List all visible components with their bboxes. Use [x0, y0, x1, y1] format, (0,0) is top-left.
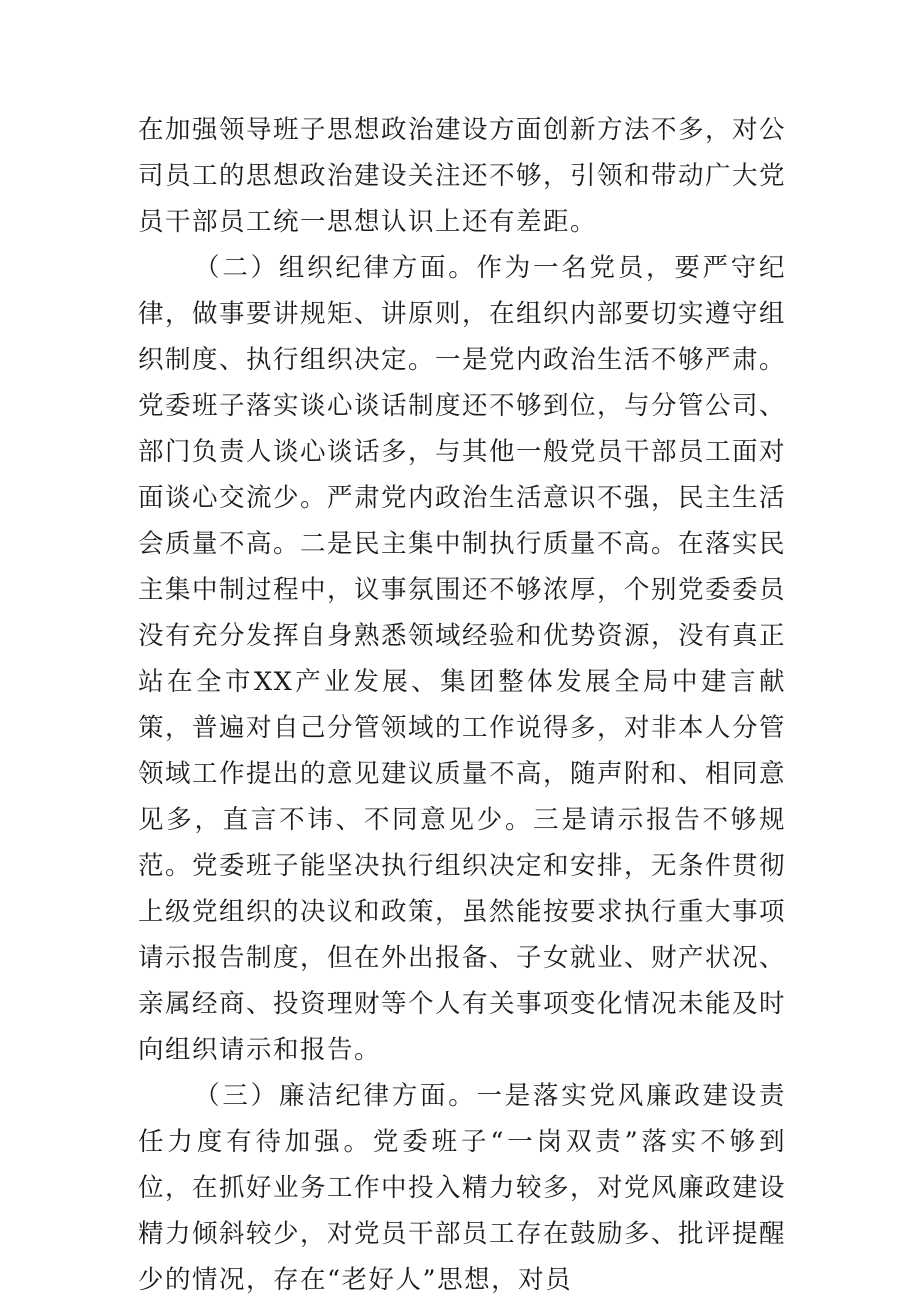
document-body	[138, 107, 786, 1303]
paragraph-integrity-discipline: （三）廉洁纪律方面。一是落实党风廉政建设责任力度有待加强。党委班子“一岗双责”落实不够到位，在抓好业务工作中投入精力较多，对党风廉政建设精力倾斜较少，对党员干部员工存在鼓励多、批评提醒少的情况，存在“老好人”思想，对员	[138, 1081, 787, 1295]
paragraph-continuation: 在加强领导班子思想政治建设方面创新方法不多，对公司员工的思想政治建设关注还不够，引领和带动广大党员干部员工统一思想认识上还有差距。	[138, 115, 787, 237]
paragraph-organizational-discipline: （二）组织纪律方面。作为一名党员，要严守纪律，做事要讲规矩、讲原则，在组织内部要切实遵守组织制度、执行组织决定。一是党内政治生活不够严肃。党委班子落实谈心谈话制度还不够到位，与分管公司、部门负责人谈心谈话多，与其他一般党员干部员工面对面谈心交流少。严肃党内政治生活意识不强，民主生活会质量不高。二是民主集中制执行质量不高。在落实民主集中制过程中，议事氛围还不够浓厚，个别党委委员没有充分发挥自身熟悉领域经验和优势资源，没有真正站在全市XX产业发展、集团整体发展全局中建言献策，普遍对自己分管领域的工作说得多，对非本人分管领域工作提出的意见建议质量不高，随声附和、相同意见多，直言不讳、不同意见少。三是请示报告不够规范。党委班子能坚决执行组织决定和安排，无条件贯彻上级党组织的决议和政策，虽然能按要求执行重大事项请示报告制度，但在外出报备、子女就业、财产状况、亲属经商、投资理财等个人有关事项变化情况未能及时向组织请示和报告。	[138, 253, 787, 1065]
